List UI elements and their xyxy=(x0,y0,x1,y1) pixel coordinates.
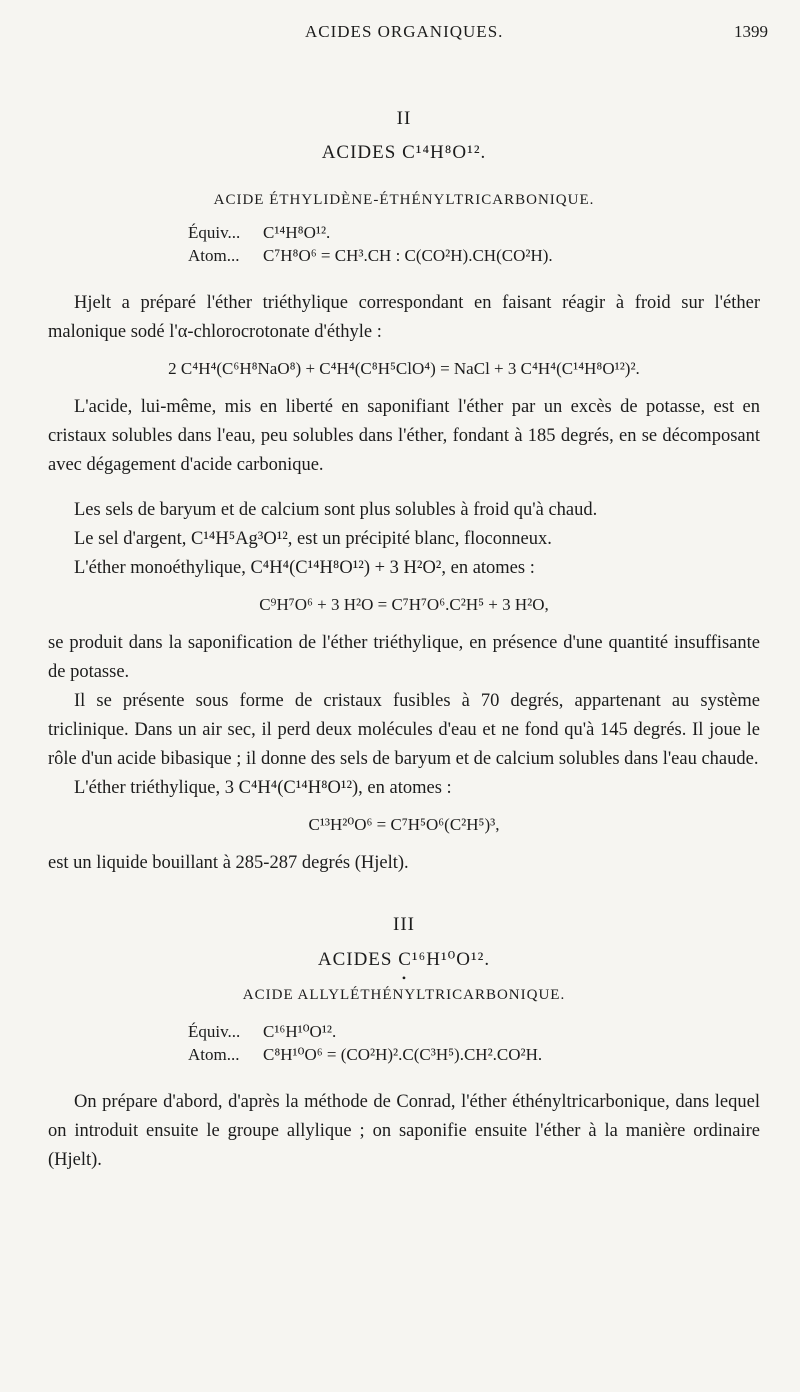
equiv-value: C¹⁴H⁸O¹². xyxy=(263,223,331,242)
atom-label: Atom... xyxy=(188,246,240,265)
page-number: 1399 xyxy=(734,22,768,41)
paragraph: est un liquide bouillant à 285-287 degrés (Hjelt). xyxy=(48,853,409,873)
page-body xyxy=(48,108,760,1175)
paragraph: On prépare d'abord, d'après la méthode de Conrad, l'éther éthényltricarbonique, dans lequel on introduit ensuite le groupe allylique ; on saponifie ensuite l'éther à la manière ordinaire (Hjelt). xyxy=(48,1092,760,1170)
atom-value: C⁸H¹⁰O⁶ = (CO²H)².C(C³H⁵).CH².CO²H. xyxy=(263,1045,543,1064)
ornament-dot: • xyxy=(401,971,407,985)
equiv-label: Équiv... xyxy=(188,1022,241,1041)
paragraph: se produit dans la saponification de l'éther triéthylique, en présence d'une quantité insuffisante de potasse. xyxy=(48,633,760,682)
section-title-iii: ACIDES C¹⁶H¹⁰O¹². xyxy=(317,949,491,970)
atom-row xyxy=(188,1043,760,1066)
spacer xyxy=(48,878,760,914)
equiv-value: C¹⁶H¹⁰O¹². xyxy=(263,1022,337,1041)
formula-block-ethylidene xyxy=(188,221,760,267)
section-number-iii: III xyxy=(393,914,415,935)
equiv-label: Équiv... xyxy=(188,223,241,242)
paragraph: L'éther triéthylique, 3 C⁴H⁴(C¹⁴H⁸O¹²), en atomes : xyxy=(74,778,452,798)
section-title-ii: ACIDES C¹⁴H⁸O¹². xyxy=(321,142,487,163)
equiv-row xyxy=(188,1020,760,1043)
paragraph: Les sels de baryum et de calcium sont plus solubles à froid qu'à chaud. xyxy=(74,500,598,520)
section-number-ii: II xyxy=(396,108,412,129)
paragraph: L'acide, lui-même, mis en liberté en saponifiant l'éther par un excès de potasse, est en cristaux solubles dans l'eau, peu solubles dans l'éther, fondant à 185 degrés, en se décomposant avec dégagement d'acide carbonique. xyxy=(48,397,760,475)
atom-label: Atom... xyxy=(188,1045,240,1064)
equiv-row xyxy=(188,221,760,244)
compound-title-ethylidene: ACIDE ÉTHYLIDÈNE-ÉTHÉNYLTRICARBONIQUE. xyxy=(213,192,595,208)
atom-value: C⁷H⁸O⁶ = CH³.CH : C(CO²H).CH(CO²H). xyxy=(263,246,553,265)
equation: C¹³H²⁰O⁶ = C⁷H⁵O⁶(C²H⁵)³, xyxy=(308,815,500,834)
paragraph: Hjelt a préparé l'éther triéthylique correspondant en faisant réagir à froid sur l'éther malonique sodé l'α-chlorocrotonate d'éthyle : xyxy=(48,293,760,342)
paragraph: L'éther monoéthylique, C⁴H⁴(C¹⁴H⁸O¹²) + 3 H²O², en atomes : xyxy=(74,558,535,578)
atom-row xyxy=(188,244,760,267)
running-title: ACIDES ORGANIQUES. xyxy=(305,22,504,41)
spacer xyxy=(48,480,760,496)
compound-title-allyl: ACIDE ALLYLÉTHÉNYLTRICARBONIQUE. xyxy=(242,987,566,1003)
equation: 2 C⁴H⁴(C⁶H⁸NaO⁸) + C⁴H⁴(C⁸H⁵ClO⁴) = NaCl + 3 C⁴H⁴(C¹⁴H⁸O¹²)². xyxy=(168,359,640,378)
formula-block-allyl xyxy=(188,1020,760,1066)
running-header xyxy=(0,22,800,48)
paragraph: Il se présente sous forme de cristaux fusibles à 70 degrés, appartenant au système triclinique. Dans un air sec, il perd deux molécules d'eau et ne fond qu'à 145 degrés. Il joue le rôle d'un acide bibasique ; il donne des sels de baryum et de calcium solubles dans l'eau chaude. xyxy=(48,691,760,769)
equation: C⁹H⁷O⁶ + 3 H²O = C⁷H⁷O⁶.C²H⁵ + 3 H²O, xyxy=(259,595,549,614)
paragraph: Le sel d'argent, C¹⁴H⁵Ag³O¹², est un précipité blanc, floconneux. xyxy=(74,529,552,549)
